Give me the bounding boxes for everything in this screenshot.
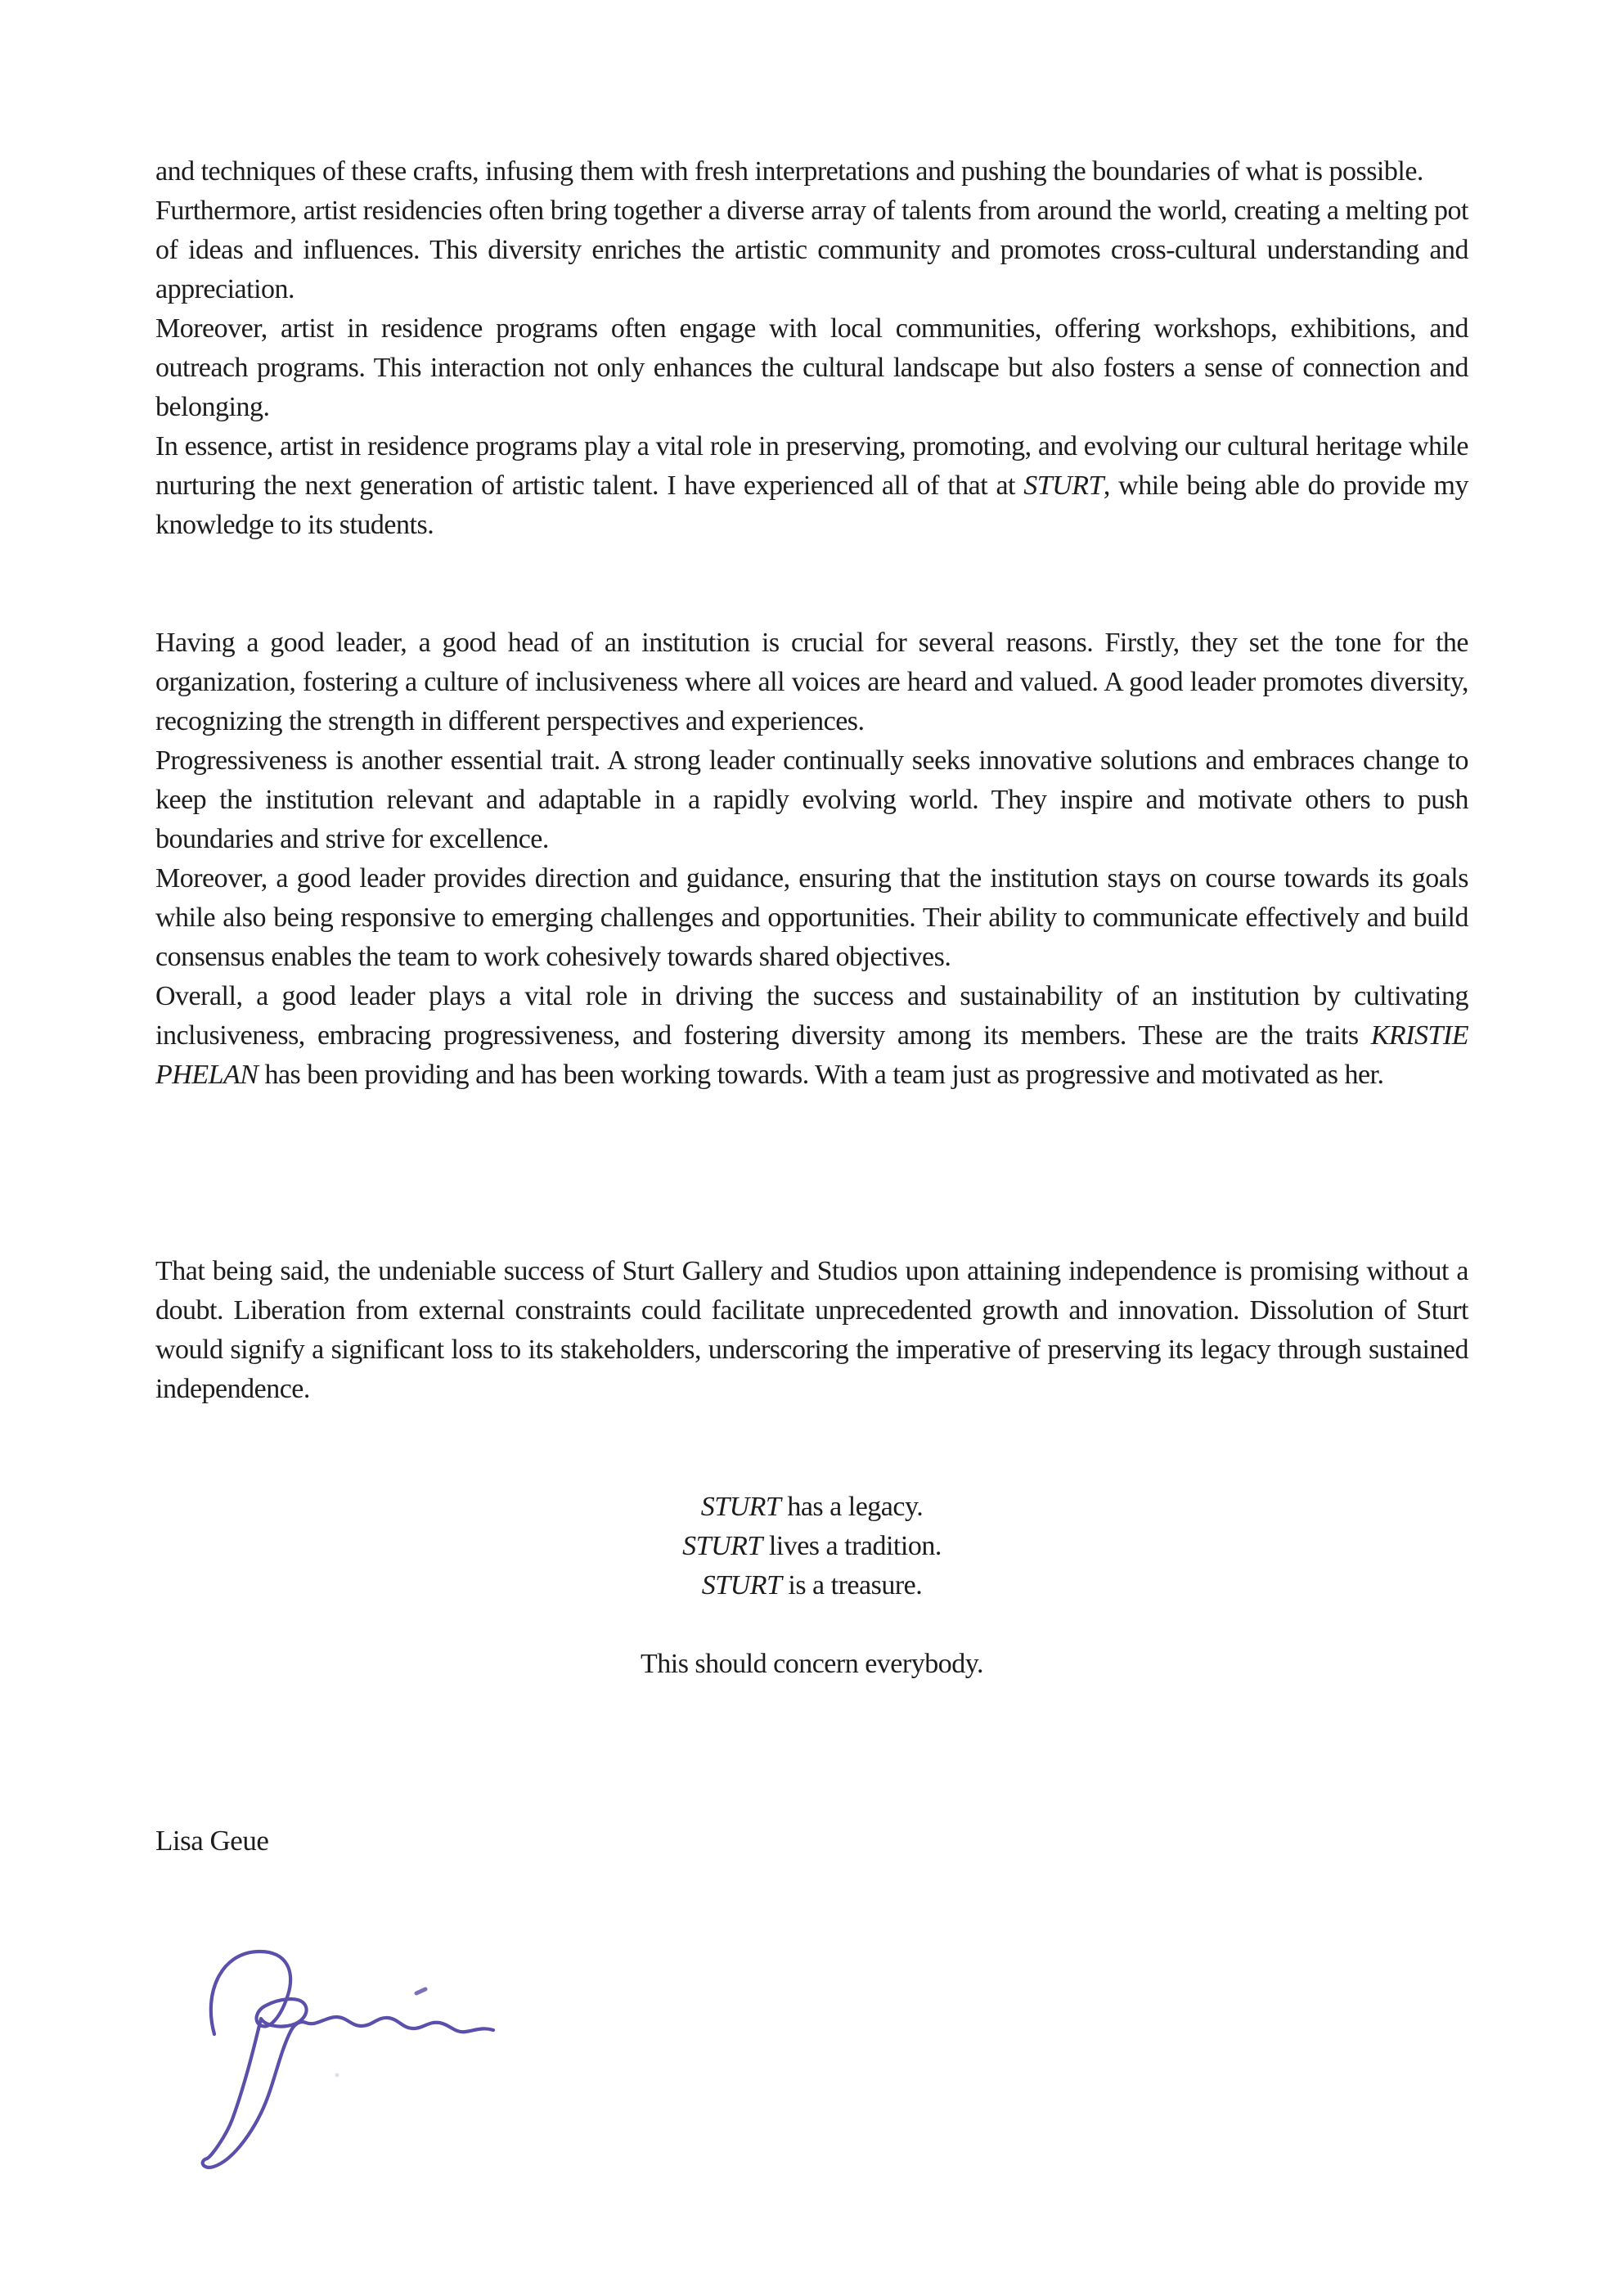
- text-run: That being said, the undeniable success of Sturt Gallery and Studios upon attaining independence is promising without a doubt. Liberation from external constraints could facilitate unprecedented growth and innovation. Dissolution of Sturt would signify a significant loss to its stakeholders, underscoring the imperative of preserving its legacy through sustained independence.: [155, 1256, 1468, 1404]
- text-run: has been providing and has been working towards. With a team just as progressive and motivated as her.: [258, 1060, 1384, 1090]
- emphasized-text: STURT: [700, 1492, 781, 1522]
- text-run: has a legacy.: [780, 1492, 924, 1522]
- text-run: and techniques of these crafts, infusing them with fresh interpretations and pushing the boundaries of what is possible.: [155, 156, 1423, 187]
- quote-line: [155, 1488, 1468, 1527]
- paragraph-group: [155, 152, 1468, 545]
- emphasized-text: STURT: [1023, 470, 1104, 501]
- text-run: Moreover, a good leader provides direction and guidance, ensuring that the institution stays on course towards its goals while also being responsive to emerging challenges and opportunities. Their ability to communicate effectively and build consensus enables the team to work cohesively towards shared objectives.: [155, 863, 1468, 972]
- text-run: Moreover, artist in residence programs often engage with local communities, offering workshops, exhibitions, and outreach programs. This interaction not only enhances the cultural landscape but also fosters a sense of connection and belonging.: [155, 313, 1468, 422]
- paragraph-group: [155, 624, 1468, 1095]
- paragraph: [155, 309, 1468, 427]
- text-run: is a treasure.: [781, 1570, 923, 1600]
- signature-image: [187, 1946, 506, 2179]
- quote-lines: [155, 1488, 1468, 1605]
- emphasized-text: KRISTIE PHELAN: [155, 1020, 1468, 1090]
- text-run: lives a tradition.: [762, 1531, 942, 1561]
- quote-line: [155, 1527, 1468, 1566]
- paragraph-group: [155, 1252, 1468, 1409]
- quote-line: [155, 1566, 1468, 1605]
- text-run: Progressiveness is another essential trait. A strong leader continually seeks innovative solutions and embraces change to keep the institution relevant and adaptable in a rapidly evolving world. They inspire and motivate others to push boundaries and strive for excellence.: [155, 745, 1468, 854]
- signer-name: Lisa Geue: [155, 1825, 269, 1857]
- paragraph: [155, 741, 1468, 859]
- paragraph: [155, 977, 1468, 1095]
- closing-statement: This should concern everybody.: [640, 1649, 983, 1679]
- emphasized-text: STURT: [701, 1570, 782, 1600]
- emphasized-text: STURT: [682, 1531, 762, 1561]
- paragraph: [155, 1252, 1468, 1409]
- paragraph: [155, 427, 1468, 545]
- text-run: Overall, a good leader plays a vital role in driving the success and sustainability of an institution by cultivating inclusiveness, embracing progressiveness, and fostering diversity among its members. These are the traits: [155, 981, 1468, 1051]
- signature-ink-dot: [416, 1989, 425, 1993]
- paragraph: [155, 859, 1468, 977]
- text-run: In essence, artist in residence programs play a vital role in preserving, promoting, and evolving our cultural heritage while nurturing the next generation of artistic talent. I have experienced all of that at: [155, 431, 1468, 501]
- text-run: Having a good leader, a good head of an institution is crucial for several reasons. Firstly, they set the tone for the organization, fostering a culture of inclusiveness where all voices are heard and valued. A good leader promotes diversity, recognizing the strength in different perspectives and experiences.: [155, 628, 1468, 736]
- text-run: , while being able do provide my knowledge to its students.: [155, 470, 1468, 540]
- text-run: Furthermore, artist residencies often bring together a diverse array of talents from around the world, creating a melting pot of ideas and influences. This diversity enriches the artistic community and promotes cross-cultural understanding and appreciation.: [155, 196, 1468, 304]
- paragraph: [155, 191, 1468, 309]
- centered-quote-block: [155, 1488, 1468, 1684]
- signature-stroke: [203, 1952, 493, 2168]
- paragraph: [155, 152, 1468, 191]
- paragraph: [155, 624, 1468, 741]
- signature-ink-speck: [335, 2073, 339, 2078]
